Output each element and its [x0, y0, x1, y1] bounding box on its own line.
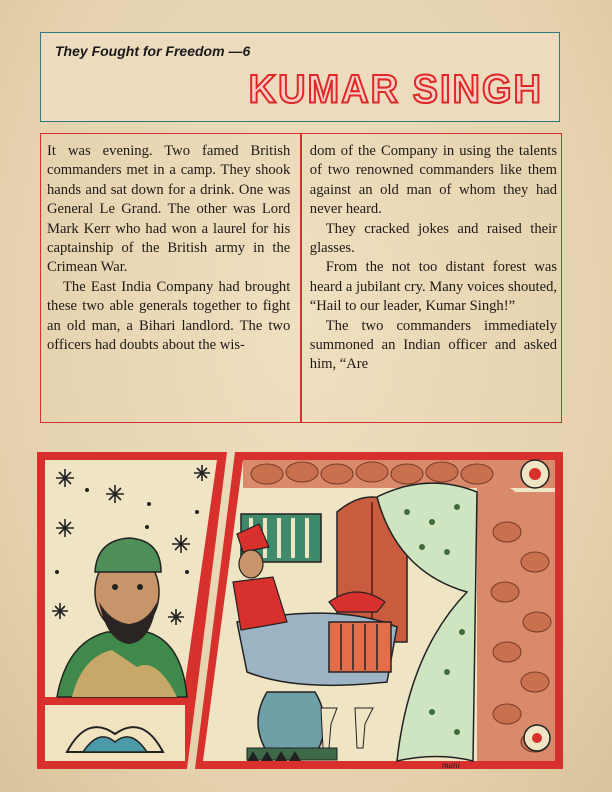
scene-panel [195, 452, 563, 769]
title-header [40, 32, 560, 122]
right-column [302, 134, 561, 422]
illustration-svg [37, 452, 563, 769]
paragraph: dom of the Company in using the talents of two renowned commanders like them against an old man of whom they had never heard. [309, 143, 558, 218]
paragraph: The East India Company had brought these two able generals together to fight an old man, a Bihari landlord. The two officers had doubts about the wis- [47, 278, 291, 354]
series-title: They Fought for Freedom —6 [55, 43, 251, 59]
paragraph: It was evening. Two famed British commanders met in a camp. They shook hands and sat down for a drink. One was General Le Grand. The other was Lord Mark Kerr who had won a laurel for his captainship of the British army in the Crimean War. [47, 143, 291, 276]
article-text-frame [40, 133, 562, 423]
paragraph: The two commanders immediately summoned an Indian officer and asked him, “Are [309, 317, 558, 373]
paragraph: From the not too distant forest was heard a jubilant cry. Many voices shouted, “Hail to our leader, Kumar Singh!” [309, 259, 558, 315]
left-column [41, 134, 300, 422]
illustration [37, 452, 563, 769]
paragraph: They cracked jokes and raised their glasses. [309, 220, 558, 257]
portrait-panel [37, 452, 227, 769]
artist-signature: mani [442, 760, 460, 770]
story-title: KUMAR SINGH [248, 67, 543, 113]
